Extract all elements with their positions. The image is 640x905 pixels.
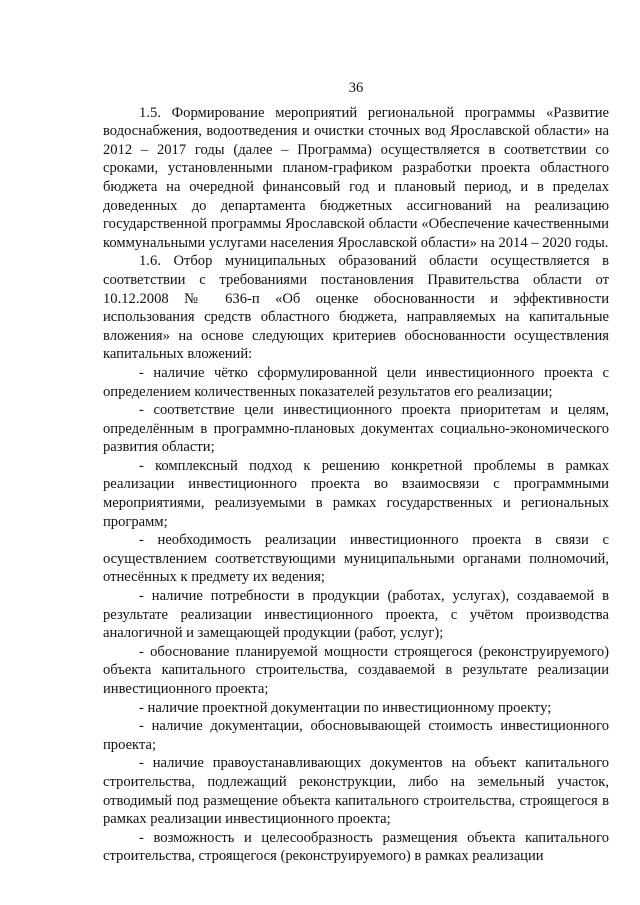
page-number: 36 [348, 80, 364, 96]
criterion-item: - наличие чётко сформулированной цели инвестиционного проекта с определением количественных показателей результатов его реализации; [103, 364, 609, 400]
document-page [103, 79, 609, 866]
criterion-item: - необходимость реализации инвестиционного проекта в связи с осуществлением соответствующими муниципальными органами полномочий, отнесённых к предмету их ведения; [103, 532, 609, 586]
criterion-item: - обоснование планируемой мощности строящегося (реконструируемого) объекта капитального строительства, создаваемой в результате реализации инвестиционного проекта; [103, 643, 609, 697]
criterion-item: - наличие документации, обосновывающей стоимость инвестиционного проекта; [103, 718, 609, 753]
criterion-item: - комплексный подход к решению конкретной проблемы в рамках реализации инвестиционного проекта во взаимосвязи с программными мероприятиями, реализуемыми в рамках государственных и региональных программ; [103, 457, 609, 530]
paragraph-1-5: 1.5. Формирование мероприятий региональной программы «Развитие водоснабжения, водоотведения и очистки сточных вод Ярославской области» на 2012 – 2017 годы (далее – Программа) осуществляется в соответствии со сроками, установленными планом-графиком разработки проекта областного бюджета на очередной финансовый год и плановый период, и в пределах доведенных до департамента бюджетных ассигнований на реализацию государственной программы Ярославской области «Обеспечение качественными коммунальными услугами населения Ярославской области» на 2014 – 2020 годы. [103, 104, 609, 251]
criterion-item: - соответствие цели инвестиционного проекта приоритетам и целям, определённым в программно-плановых документах социально-экономического развития области; [103, 402, 609, 456]
criterion-item: - наличие правоустанавливающих документов на объект капитального строительства, подлежащий реконструкции, либо на земельный участок, отводимый под размещение объекта капитального строительства, строящегося в рамках реализации инвестиционного проекта; [103, 755, 609, 828]
criterion-item: - возможность и целесообразность размещения объекта капитального строительства, строящегося (реконструируемого) в рамках реализации [103, 829, 609, 865]
criterion-item: - наличие проектной документации по инвестиционному проекту; [139, 699, 552, 716]
criterion-item: - наличие потребности в продукции (работах, услугах), создаваемой в результате реализации инвестиционного проекта, с учётом производства аналогичной и замещающей продукции (работ, услуг); [103, 588, 609, 642]
paragraph-1-6: 1.6. Отбор муниципальных образований области осуществляется в соответствии с требованиями постановления Правительства области от 10.12.2008 № 636-п «Об оценке обоснованности и эффективности использования средств областного бюджета, направляемых на капитальные вложения» на основе следующих критериев обоснованности осуществления капитальных вложений: [103, 253, 609, 363]
